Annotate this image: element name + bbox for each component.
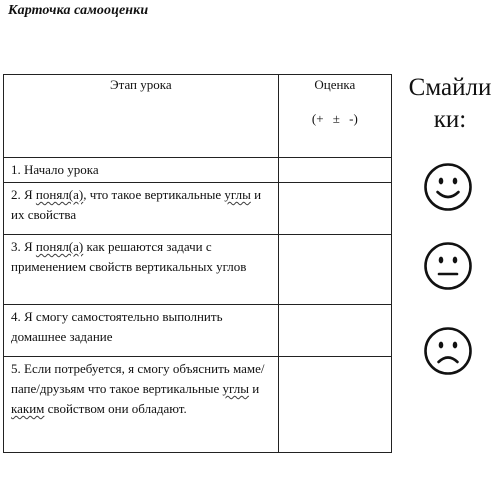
stage-cell: 5. Если потребуется, я смогу объяснить маме/папе/друзьям что такое вертикальные углы и каким свойством они обладают.: [4, 357, 279, 453]
neutral-face-icon: [423, 241, 473, 291]
score-cell[interactable]: [278, 305, 391, 357]
score-cell[interactable]: [278, 235, 391, 305]
smileys-heading-line2: ки:: [433, 106, 467, 133]
table-header-row: [4, 75, 392, 158]
score-scale: (+ ± -): [311, 111, 358, 126]
score-cell[interactable]: [278, 158, 391, 183]
table-row: [4, 235, 392, 305]
smileys-heading: [400, 72, 500, 136]
self-assessment-table: [3, 74, 392, 453]
stage-cell: 1. Начало урока: [4, 158, 279, 183]
score-cell[interactable]: [278, 183, 391, 235]
table-row: [4, 158, 392, 183]
score-column-header: [278, 75, 391, 158]
card-title: Карточка самооценки: [8, 3, 149, 18]
stage-cell: 4. Я смогу самостоятельно выполнить домашнее задание: [4, 305, 279, 357]
stage-cell: 2. Я понял(а), что такое вертикальные углы и их свойства: [4, 183, 279, 235]
table-row: [4, 305, 392, 357]
smileys-heading-line1: Смайли: [408, 74, 492, 101]
smiling-face-icon: [423, 162, 473, 212]
table-row: [4, 183, 392, 235]
stage-column-header: Этап урока: [4, 75, 279, 158]
stage-cell: 3. Я понял(а) как решаются задачи с применением свойств вертикальных углов: [4, 235, 279, 305]
sad-face-icon: [423, 326, 473, 376]
score-cell[interactable]: [278, 357, 391, 453]
table-row: [4, 357, 392, 453]
score-title: Оценка: [314, 77, 356, 92]
